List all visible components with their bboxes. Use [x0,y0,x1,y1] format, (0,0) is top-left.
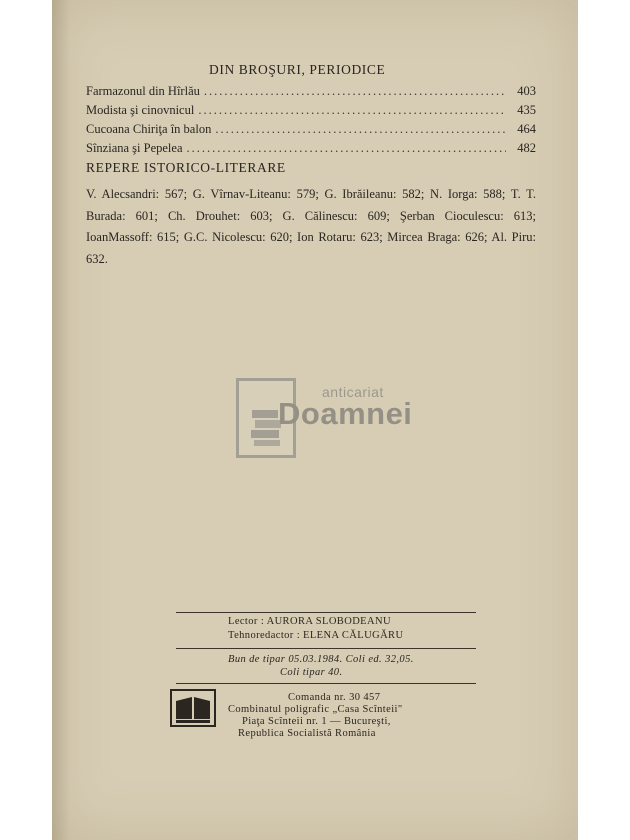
page-spine-shadow [52,0,70,840]
comanda-line: Comanda nr. 30 457 [288,692,381,703]
table-of-contents [86,84,536,160]
lector-line: Lector : AURORA SLOBODEANU [228,616,391,627]
toc-entry-page: 464 [517,122,536,136]
toc-entry-title: Sînziana şi Pepelea [86,141,183,155]
book-page [52,0,578,840]
piata-line: Piaţa Scînteii nr. 1 — Bucureşti, [242,716,391,727]
toc-leader-dots [187,141,507,156]
combinat-line: Combinatul poligrafic „Casa Scînteii" [228,704,403,715]
coli-tipar-line: Coli tipar 40. [280,667,343,678]
toc-entry [86,103,536,122]
toc-entry-page: 435 [517,103,536,117]
toc-leader-dots [215,122,506,137]
toc-entry [86,141,536,160]
toc-entry [86,84,536,103]
repere-paragraph: V. Alecsandri: 567; G. Vîrnav-Liteanu: 579; G. Ibrăileanu: 582; N. Iorga: 588; T. T. Burada: 601; Ch. Drouhet: 603; G. Călinescu: 609; Şerban Cioculescu: 613; IoanMassoff: 615; G.C. Nicolescu: 620; Ion Rotaru: 623; Mircea Braga: 626; Al. Piru: 632. [86,187,536,266]
colophon-rule [176,612,476,613]
republica-line: Republica Socialistă România [238,728,376,739]
watermark-logo [236,378,468,464]
toc-entry-page: 482 [517,141,536,155]
toc-leader-dots [204,84,506,99]
toc-entry-page: 403 [517,84,536,98]
watermark-small-text: anticariat [322,384,384,400]
toc-leader-dots [198,103,506,118]
toc-entry-title: Modista şi cinovnicul [86,103,195,117]
watermark-big-text: Doamnei [278,396,413,431]
section-title-brosuri: DIN BROŞURI, PERIODICE [209,62,386,77]
toc-entry [86,122,536,141]
section-title-repere: REPERE ISTORICO-LITERARE [86,160,286,175]
colophon-rule [176,683,476,684]
toc-entry-title: Cucoana Chiriţa în balon [86,122,212,136]
colophon-rule [176,648,476,649]
bun-de-tipar-line: Bun de tipar 05.03.1984. Coli ed. 32,05. [228,654,414,665]
toc-entry-title: Farmazonul din Hîrlău [86,84,200,98]
printer-logo-icon [170,689,216,727]
tehnoredactor-line: Tehnoredactor : ELENA CĂLUGĂRU [228,630,404,641]
